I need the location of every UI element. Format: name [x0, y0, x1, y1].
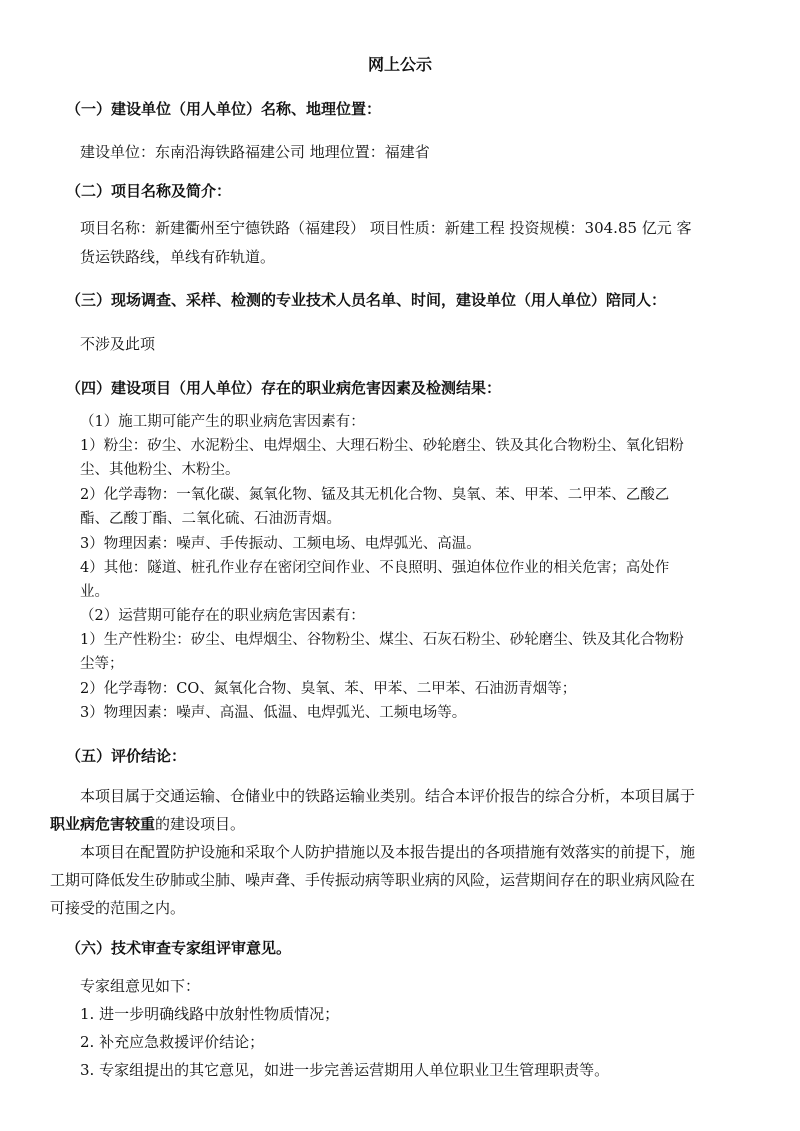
section-1-heading: （一）建设单位（用人单位）名称、地理位置： [66, 100, 382, 118]
construction-title: （1）施工期可能产生的职业病危害因素有： [80, 414, 365, 430]
construction-item-4-line-2: 业。 [80, 584, 109, 600]
construction-item-2-line-2: 酯、乙酸丁酯、二氧化硫、石油沥青烟。 [80, 511, 341, 527]
construction-item-1-line-2: 尘、其他粉尘、木粉尘。 [80, 462, 240, 478]
construction-item-3: 3）物理因素：噪声、手传振动、工频电场、电焊弧光、高温。 [80, 536, 481, 552]
section-5-heading: （五）评价结论： [66, 747, 187, 765]
expert-item-2: 2. 补充应急救援评价结论； [80, 1033, 265, 1051]
section-2-heading: （二）项目名称及简介： [66, 182, 232, 200]
construction-item-4-line-1: 4）其他：隧道、桩孔作业存在密闭空间作业、不良照明、强迫体位作业的相关危害；高处作 [80, 560, 670, 576]
conclusion-p2-line-1: 本项目在配置防护设施和采取个人防护措施以及本报告提出的各项措施有效落实的前提下，施 [80, 843, 696, 861]
conclusion-p1-line-2 [50, 810, 730, 838]
expert-intro: 专家组意见如下： [80, 977, 201, 995]
section-3-heading: （三）现场调查、采样、检测的专业技术人员名单、时间，建设单位（用人单位）陪同人： [66, 291, 667, 309]
construction-item-1-line-1: 1）粉尘：矽尘、水泥粉尘、电焊烟尘、大理石粉尘、砂轮磨尘、铁及其化合物粉尘、氧化铝粉 [80, 438, 684, 454]
operation-title: （2）运营期可能存在的职业病危害因素有： [80, 608, 365, 624]
expert-item-3: 3. 专家组提出的其它意见，如进一步完善运营期用人单位职业卫生管理职责等。 [80, 1061, 610, 1079]
conclusion-p2-line-2: 工期可降低发生矽肺或尘肺、噪声聋、手传振动病等职业病的风险，运营期间存在的职业病风险在 [50, 871, 696, 889]
operation-item-3: 3）物理因素：噪声、高温、低温、电焊弧光、工频电场等。 [80, 705, 467, 721]
conclusion-p1-tail: 的建设项目。 [155, 815, 246, 833]
section-6-heading: （六）技术审查专家组评审意见。 [66, 939, 292, 957]
expert-item-1: 1. 进一步明确线路中放射性物质情况； [80, 1005, 340, 1023]
section-3-body: 不涉及此项 [80, 335, 156, 353]
hazard-level-emphasis: 职业病危害较重 [50, 815, 156, 833]
construction-item-2-line-1: 2）化学毒物：一氧化碳、氮氧化物、锰及其无机化合物、臭氧、苯、甲苯、二甲苯、乙酸乙 [80, 487, 670, 503]
conclusion-p1-line-1: 本项目属于交通运输、仓储业中的铁路运输业类别。结合本评价报告的综合分析，本项目属于 [80, 787, 696, 805]
conclusion-p2-line-3: 可接受的范围之内。 [50, 899, 186, 917]
section-1-body: 建设单位：东南沿海铁路福建公司 地理位置：福建省 [80, 143, 430, 161]
operation-item-1-line-2: 尘等； [80, 656, 124, 672]
operation-item-2: 2）化学毒物：CO、氮氧化合物、臭氧、苯、甲苯、二甲苯、石油沥青烟等； [80, 681, 577, 697]
section-2-line-2: 货运铁路线，单线有砟轨道。 [80, 248, 276, 266]
section-4-heading: （四）建设项目（用人单位）存在的职业病危害因素及检测结果： [66, 379, 502, 397]
page-title: 网上公示 [367, 55, 432, 74]
operation-item-1-line-1: 1）生产性粉尘：矽尘、电焊烟尘、谷物粉尘、煤尘、石灰石粉尘、砂轮磨尘、铁及其化合物粉 [80, 632, 684, 648]
section-2-line-1: 项目名称：新建衢州至宁德铁路（福建段） 项目性质：新建工程 投资规模：304.85 亿元 客 [80, 219, 692, 237]
